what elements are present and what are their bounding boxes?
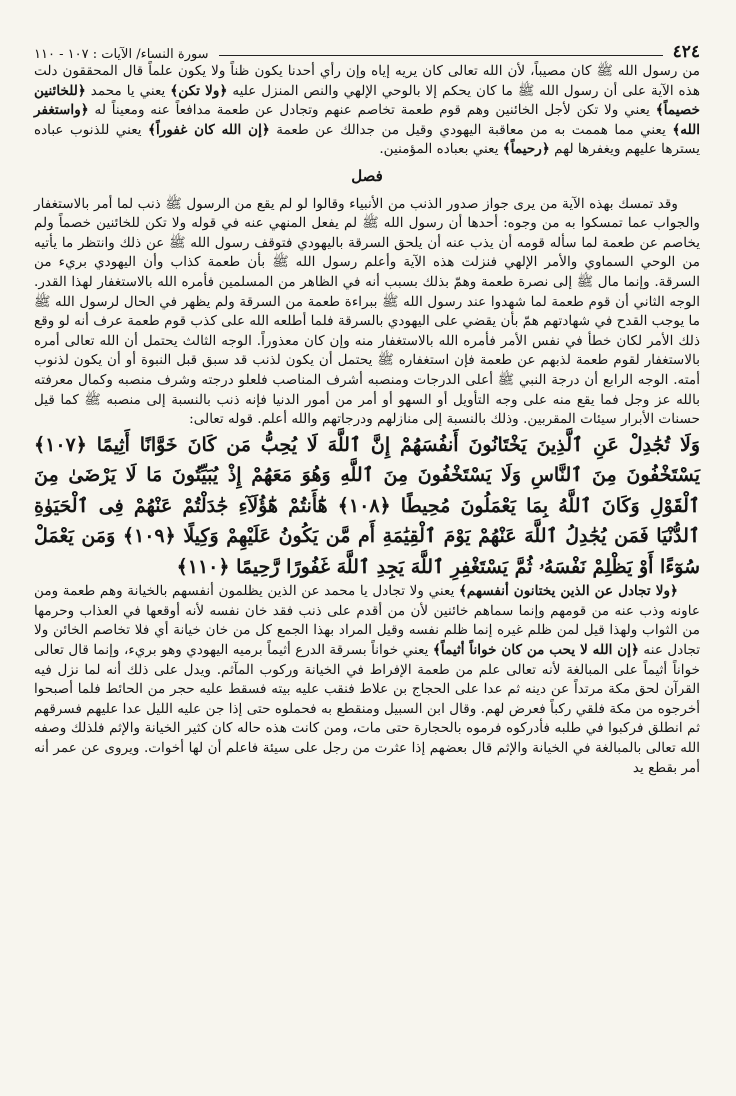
quran-quote: ﴿رحيماً﴾ — [502, 141, 550, 158]
header-rule — [219, 55, 663, 56]
quran-quote: ﴿إن الله لا يحب من كان خواناً أثيماً﴾ — [432, 641, 639, 658]
quran-quote: ﴿إن الله كان غفوراً﴾ — [147, 121, 270, 138]
quran-quote: ﴿للخائنين خصيماً﴾ — [34, 82, 700, 119]
paragraph-text: يعني ولا تكن لأجل الخائنين وهم قوم طعمة تخاصم عنهم وتجادل عن طعمة مدافعاً عنه ومعيناً له — [88, 102, 656, 119]
paragraph-text: يعني للذنوب عباده يسترها عليهم ويغفرها لهم — [34, 121, 700, 158]
paragraph-text: يعني خواناً بسرقة الدرع أثيماً برميه اليهودي وهو بريء، وإنما قال تعالى خواناً أثيماً على المبالغة لأنه تعالى علم من طعمة الإفراط في الخيانة وركوب المآثم. ويدل على ذلك أنه لما نزل فيه القرآن لحق مكة مرتداً عن دينه ثم عدا على الحجاج بن علاط فنقب عليه بيته فسقط عليه حجر من الحائط فلما أصبحوا أخرجوه من مكة فلقي ركباً فعرض لهم. وقال ابن السبيل ومنقطع به فحملوه حتى إذا جن عليه الليل عدا عليهم فسرقهم ثم انطلق فركبوا في طلبه فأدركوه فرموه بالحجارة حتى مات، ومن كانت هذه حاله كان كثير الخيانة والإثم فلذلك وصفه الله تعالى بالمبالغة في الخيانة والإثم قال بعضهم إذا عثرت من رجل على سيئة فاعلم أن لها أخوات. ويروى عن عمر أنه أمر بقطع يد — [34, 641, 700, 776]
quran-quote: ﴿واستغفر الله﴾ — [34, 102, 700, 138]
page-header — [34, 32, 700, 62]
paragraph-text: يعني مما هممت به من معاقبة اليهودي وقيل من جدالك عن طعمة — [269, 121, 673, 138]
commentary-paragraph-1 — [34, 62, 700, 160]
paragraph-text: من رسول الله ﷺ كان مصيباً، لأن الله تعالى كان يريه إياه وإن رأي أحدنا يكون ظناً ولا يكون علماً قال المحققون دلت هذه الآية على أن رسول الله ﷺ ما كان يحكم إلا بالوحي الإلهي والنص المنزل عليه — [34, 63, 700, 99]
running-title: سورة النساء/ الآيات : ١٠٧ - ١١٠ — [34, 47, 209, 62]
quran-quote: ﴿ولا تكن﴾ — [170, 82, 228, 99]
quran-verses: وَلَا تُجَٰدِلْ عَنِ ٱلَّذِينَ يَخْتَانُونَ أَنفُسَهُمْ إِنَّ ٱللَّهَ لَا يُحِبُّ مَن كَانَ خَوَّانًا أَثِيمًا ﴿١٠٧﴾ يَسْتَخْفُونَ مِنَ ٱلنَّاسِ وَلَا يَسْتَخْفُونَ مِنَ ٱللَّهِ وَهُوَ مَعَهُمْ إِذْ يُبَيِّتُونَ مَا لَا يَرْضَىٰ مِنَ ٱلْقَوْلِ وَكَانَ ٱللَّهُ بِمَا يَعْمَلُونَ مُحِيطًا ﴿١٠٨﴾ هَٰٓأَنتُمْ هَٰٓؤُلَآءِ جَٰدَلْتُمْ عَنْهُمْ فِى ٱلْحَيَوٰةِ ٱلدُّنْيَا فَمَن يُجَٰدِلُ ٱللَّهَ عَنْهُمْ يَوْمَ ٱلْقِيَٰمَةِ أَم مَّن يَكُونُ عَلَيْهِمْ وَكِيلًا ﴿١٠٩﴾ وَمَن يَعْمَلْ سُوٓءًا أَوْ يَظْلِمْ نَفْسَهُۥ ثُمَّ يَسْتَغْفِرِ ٱللَّهَ يَجِدِ ٱللَّهَ غَفُورًا رَّحِيمًا ﴿١١٠﴾ — [34, 433, 700, 578]
section-heading: فصل — [351, 166, 383, 185]
paragraph-text: يعني بعباده المؤمنين. — [379, 141, 503, 158]
commentary-paragraph-3 — [34, 582, 700, 778]
paragraph-text: يعني ولا تجادل يا محمد عن الذين يظلمون أنفسهم بالخيانة وهم طعمة ومن عاونه وذب عنه من قومهم وإنما سماهم خائنين لأن من أقدم على ذنب فقد خان نفسه لأنه أوقعها في العذاب وحرمها من الثواب ولهذا قيل لمن ظلم غيره إنما ظلم نفسه وقيل المراد بهذا الجمع كل من خان خيانة أي فلا تخاصم الخائن ولا تجادل عنه — [34, 583, 701, 658]
page-body — [34, 62, 700, 778]
page-number: ٤٢٤ — [672, 42, 700, 62]
commentary-paragraph-2: وقد تمسك بهذه الآية من يرى جواز صدور الذنب من الأنبياء وقالوا لو لم يقع من الرسول ﷺ ذنب لما أمر بالاستغفار والجواب عما تمسكوا به من وجوه: أحدها أن رسول الله ﷺ لم يفعل المنهي عنه في قوله ولا تكن للخائنين خصماً ولم يخاصم عن طعمة لما سأله قومه أن يذب عنه أن يلحق السرقة باليهودي فتوقف رسول الله ﷺ عن ذلك وانتظر ما يأتيه من الوحي السماوي والأمر الإلهي فنزلت هذه الآية وأعلم رسول الله ﷺ بأن طعمة كذاب وأن اليهودي بريء من السرقة. وإنما مال ﷺ إلى نصرة طعمة وهمّ بذلك بسبب أنه في الظاهر من المسلمين فأمره الله بالاستغفار لهذا القدر. الوجه الثاني أن قوم طعمة لما شهدوا عند رسول الله ﷺ ببراءة طعمة من السرقة ولم يظهر في الحال لرسول الله ﷺ ما يوجب القدح في شهادتهم همّ بأن يقضي على اليهودي بالسرقة فلما أطلعه الله على كذب قوم طعمة عرف أنه لو وقع ذلك الأمر لكان خطأ في نفس الأمر فأمره الله بالاستغفار منه وإن كان معذوراً. الوجه الثالث يحتمل أن الله تعالى أمره بالاستغفار لقوم طعمة لذبهم عن طعمة فإن استغفاره ﷺ يحتمل أن يكون لذنب قد سبق قبل النبوة أو أن يكون لذنوب أمته. الوجه الرابع أن درجة النبي ﷺ أعلى الدرجات ومنصبه أشرف المناصب فلعلو درجته وشرف منصبه وكمال معرفته بالله عز وجل فما يقع منه على وجه التأويل أو السهو أو أمر من أمور الدنيا فإنه ذنب بالنسبة إلى منصبه ﷺ كما قيل حسنات الأبرار سيئات المقربين. وذلك بالنسبة إلى منازلهم ودرجاتهم والله أعلم. قوله تعالى: — [33, 195, 700, 428]
paragraph-text: يعني يا محمد — [85, 82, 171, 99]
quran-quote: ﴿ولا تجادل عن الذين يختانون أنفسهم﴾ — [458, 583, 678, 600]
